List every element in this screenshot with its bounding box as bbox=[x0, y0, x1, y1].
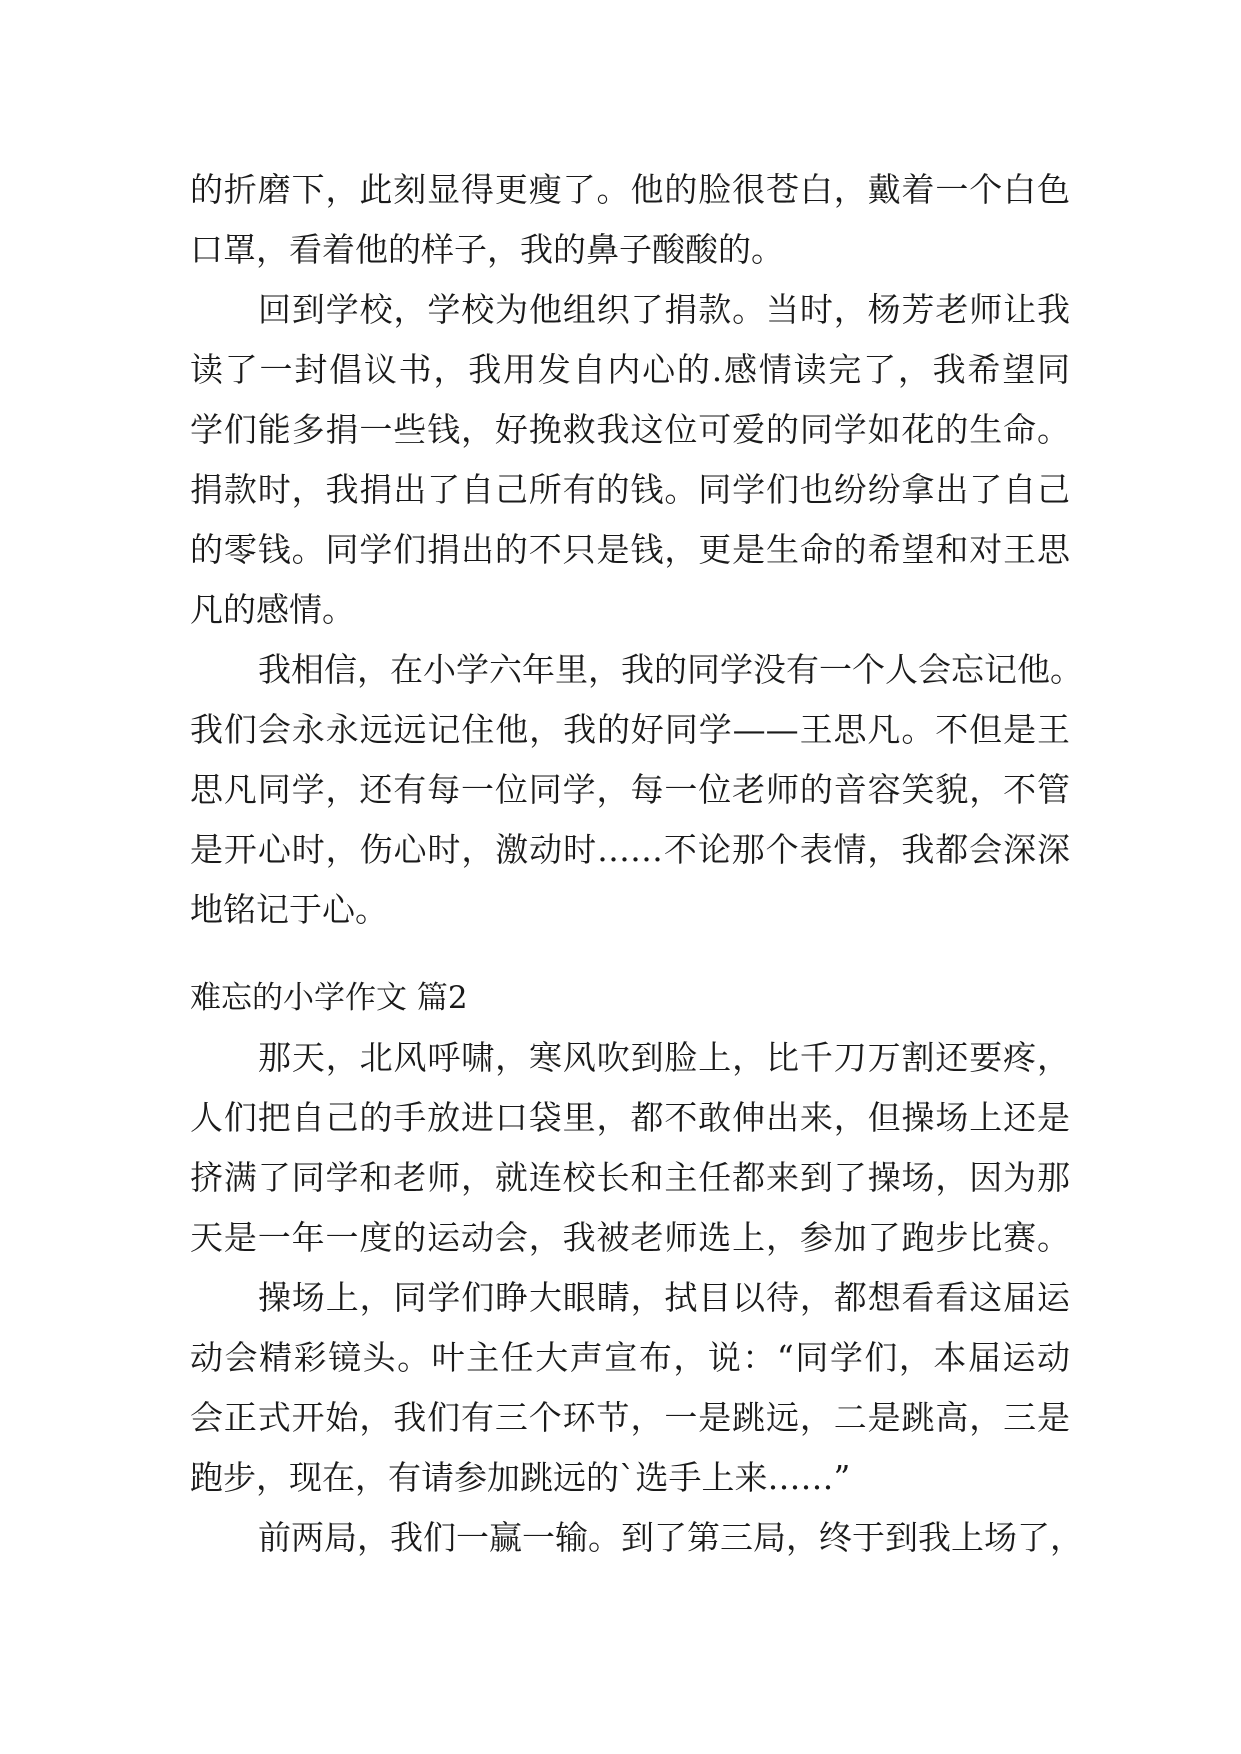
paragraph-line: 读了一封倡议书，我用发自内心的.感情读完了，我希望同 bbox=[190, 350, 1070, 389]
paragraph-line: 人们把自己的手放进口袋里，都不敢伸出来，但操场上还是 bbox=[190, 1098, 1070, 1137]
paragraph-line: 那天，北风呼啸，寒风吹到脸上，比千刀万割还要疼， bbox=[258, 1038, 1070, 1077]
paragraph-line: 挤满了同学和老师，就连校长和主任都来到了操场，因为那 bbox=[190, 1158, 1070, 1197]
paragraph-line: 我们会永永远远记住他，我的好同学——王思凡。不但是王 bbox=[190, 710, 1070, 749]
paragraph-line: 的折磨下，此刻显得更瘦了。他的脸很苍白，戴着一个白色 bbox=[190, 170, 1070, 209]
paragraph-line: 我相信，在小学六年里，我的同学没有一个人会忘记他。 bbox=[258, 650, 1083, 689]
paragraph-line: 的零钱。同学们捐出的不只是钱，更是生命的希望和对王思 bbox=[190, 530, 1070, 569]
paragraph-line: 跑步，现在，有请参加跳远的`选手上来……” bbox=[190, 1458, 851, 1497]
paragraph-line: 天是一年一度的运动会，我被老师选上，参加了跑步比赛。 bbox=[190, 1218, 1070, 1257]
paragraph-line: 动会精彩镜头。叶主任大声宣布，说：“同学们，本届运动 bbox=[190, 1338, 1070, 1377]
paragraph-line: 学们能多捐一些钱，好挽救我这位可爱的同学如花的生命。 bbox=[190, 410, 1070, 449]
paragraph-line: 会正式开始，我们有三个环节，一是跳远，二是跳高，三是 bbox=[190, 1398, 1070, 1437]
paragraph-line: 前两局，我们一赢一输。到了第三局，终于到我上场了， bbox=[258, 1518, 1083, 1557]
paragraph-line: 捐款时，我捐出了自己所有的钱。同学们也纷纷拿出了自己 bbox=[190, 470, 1070, 509]
section-heading: 难忘的小学作文 篇2 bbox=[190, 980, 468, 1016]
paragraph-line: 口罩，看着他的样子，我的鼻子酸酸的。 bbox=[190, 230, 784, 269]
paragraph-line: 回到学校，学校为他组织了捐款。当时，杨芳老师让我 bbox=[258, 290, 1070, 329]
paragraph-line: 思凡同学，还有每一位同学，每一位老师的音容笑貌，不管 bbox=[190, 770, 1070, 809]
paragraph-line: 操场上，同学们睁大眼睛，拭目以待，都想看看这届运 bbox=[258, 1278, 1070, 1317]
paragraph-line: 是开心时，伤心时，激动时……不论那个表情，我都会深深 bbox=[190, 830, 1070, 869]
paragraph-line: 地铭记于心。 bbox=[190, 890, 388, 929]
paragraph-line: 凡的感情。 bbox=[190, 590, 355, 629]
